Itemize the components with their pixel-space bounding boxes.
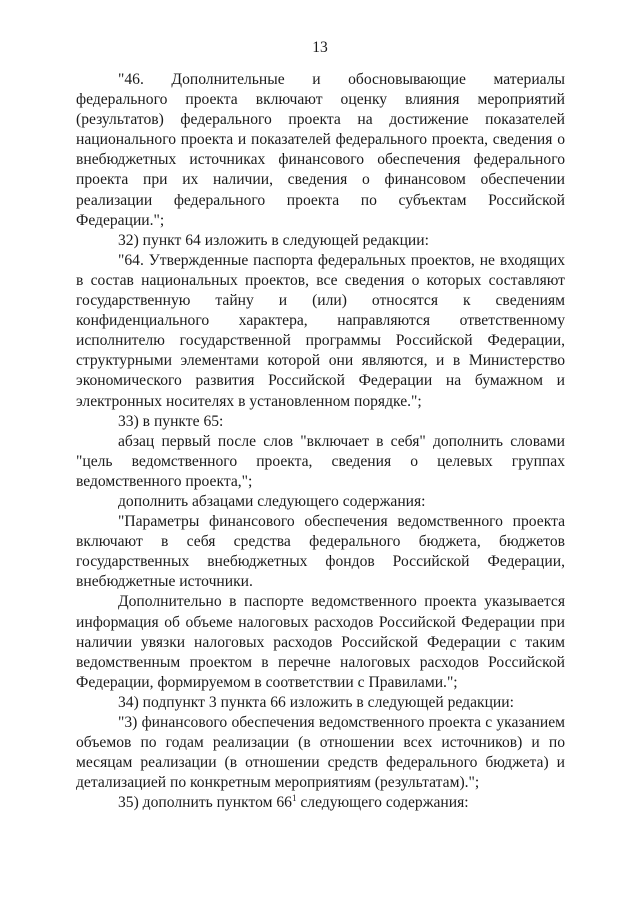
paragraph-item-35-tail: следующего содержания: xyxy=(296,794,469,812)
paragraph-tax-expenses: Дополнительно в паспорте ведомственного проекта указывается информация об объеме налоговых расходов Российской Федерации при наличии увязки налоговых расходов Российской Федерации с таким ведомственным проектом в перечне налоговых расходов Российской Федерации, формируемом в соответствии с Правилами."; xyxy=(76,593,565,691)
paragraph-item-33: 33) в пункте 65: xyxy=(118,412,224,430)
paragraph-item-34: 34) подпункт 3 пункта 66 изложить в следующей редакции: xyxy=(118,693,514,711)
paragraph-item-35-main: 35) дополнить пунктом 66 xyxy=(118,794,292,812)
page-number: 13 xyxy=(312,39,328,56)
paragraph-add-abzacs: дополнить абзацами следующего содержания: xyxy=(118,492,426,510)
document-body xyxy=(76,70,565,813)
paragraph-first-abzac: абзац первый после слов "включает в себя" дополнить словами "цель ведомственного проекта, сведения о целевых группах ведомственного проекта,"; xyxy=(76,432,565,490)
paragraph-financing-params: "Параметры финансового обеспечения ведомственного проекта включают в себя средства федерального бюджета, бюджетов государственных внебюджетных фондов Российской Федерации, внебюджетные источники. xyxy=(76,513,565,591)
paragraph-item-32: 32) пункт 64 изложить в следующей редакции: xyxy=(118,231,429,249)
paragraph-46: "46. Дополнительные и обосновывающие материалы федерального проекта включают оценку влияния мероприятий (результатов) федерального проекта на достижение показателей национального проекта и показателей федерального проекта, сведения о внебюджетных источниках финансового обеспечения федерального проекта при их наличии, сведения о финансовом обеспечении реализации федерального проекта по субъектам Российской Федерации."; xyxy=(76,71,565,229)
paragraph-subitem-3: "3) финансового обеспечения ведомственного проекта с указанием объемов по годам реализации (в отношении всех источников) и по месяцам реализации (в отношении средств федерального бюджета) и детализацией по конкретным мероприятиям (результатам)."; xyxy=(76,714,565,792)
superscript-index: 1 xyxy=(291,793,297,804)
paragraph-64: "64. Утвержденные паспорта федеральных проектов, не входящих в состав национальных проектов, все сведения о которых составляют государственную тайну и (или) относятся к сведениям конфиденциального характера, направляются ответственному исполнителю государственной программы Российской Федерации, структурными элементами которой они являются, и в Министерство экономического развития Российской Федерации на бумажном и электронных носителях в установленном порядке."; xyxy=(76,251,565,410)
paragraph-item-35 xyxy=(76,793,565,813)
